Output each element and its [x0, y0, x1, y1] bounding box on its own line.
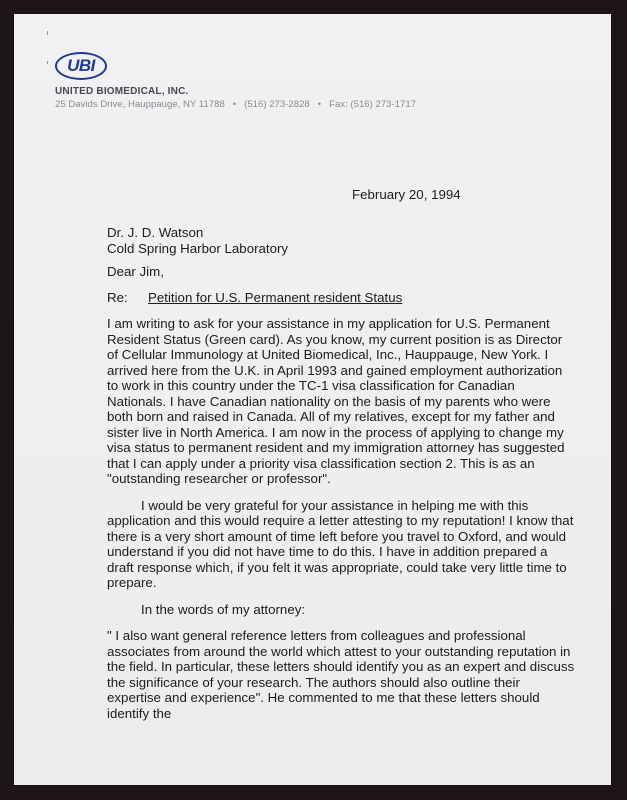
re-label: Re: — [107, 290, 128, 305]
re-subject: Petition for U.S. Permanent resident Status — [148, 290, 403, 305]
ubi-logo — [55, 52, 107, 80]
letter-date: February 20, 1994 — [352, 187, 461, 202]
logo-text: UBI — [67, 56, 95, 75]
margin-mark — [47, 61, 48, 64]
bullet-separator: • — [317, 99, 322, 110]
fax-number: Fax: (516) 273-1717 — [329, 99, 417, 110]
company-address-line — [55, 99, 416, 110]
salutation: Dear Jim, — [107, 264, 164, 279]
company-name: UNITED BIOMEDICAL, INC. — [55, 86, 189, 97]
subject-line — [107, 290, 402, 306]
letter-body — [107, 316, 577, 732]
phone-number: (516) 273-2828 — [244, 99, 310, 110]
paragraph-4-quote: " I also want general reference letters from colleagues and professional associates from around the world which attest to your outstanding reputation in the field. In particular, these letters should identify you as an expert and discuss the significance of your research. The authors should also outline their expertise and experience". He commented to me that these letters should identify the — [107, 628, 575, 721]
recipient-block — [107, 225, 288, 256]
paragraph-3: In the words of my attorney: — [141, 601, 306, 617]
bullet-separator: • — [232, 99, 237, 110]
recipient-name: Dr. J. D. Watson — [107, 225, 204, 240]
letter-page — [14, 14, 611, 785]
paragraph-1: I am writing to ask for your assistance in my application for U.S. Permanent Resident Status (Green card). As you know, my current position is as Director of Cellular Immunology at United Biomedical, Inc., Hauppauge, New York. I arrived here from the U.K. in April 1993 and gained employment authorization to work in this country under the TC-1 visa classification for Canadian Nationals. I have Canadian nationality on the basis of my parents who were both born and raised in Canada. All of my relatives, except for my father and sister live in North America. I am now in the process of applying to change my visa status to permanent resident and my immigration attorney has suggested that I can apply under a priority visa classification section 2. This is as an "outstanding researcher or professor". — [107, 316, 565, 486]
paragraph-2: I would be very grateful for your assistance in helping me with this application and this would require a letter attesting to my reputation! I know that there is a very short amount of time left before you travel to Oxford, and would understand if you did not have time to do this. I have in addition prepared a draft response which, if you felt it was appropriate, could take very little time to prepare. — [107, 497, 574, 590]
recipient-organization: Cold Spring Harbor Laboratory — [107, 240, 289, 256]
street-address: 25 Davids Drive, Hauppauge, NY 11788 — [55, 99, 225, 110]
margin-mark — [47, 31, 48, 35]
